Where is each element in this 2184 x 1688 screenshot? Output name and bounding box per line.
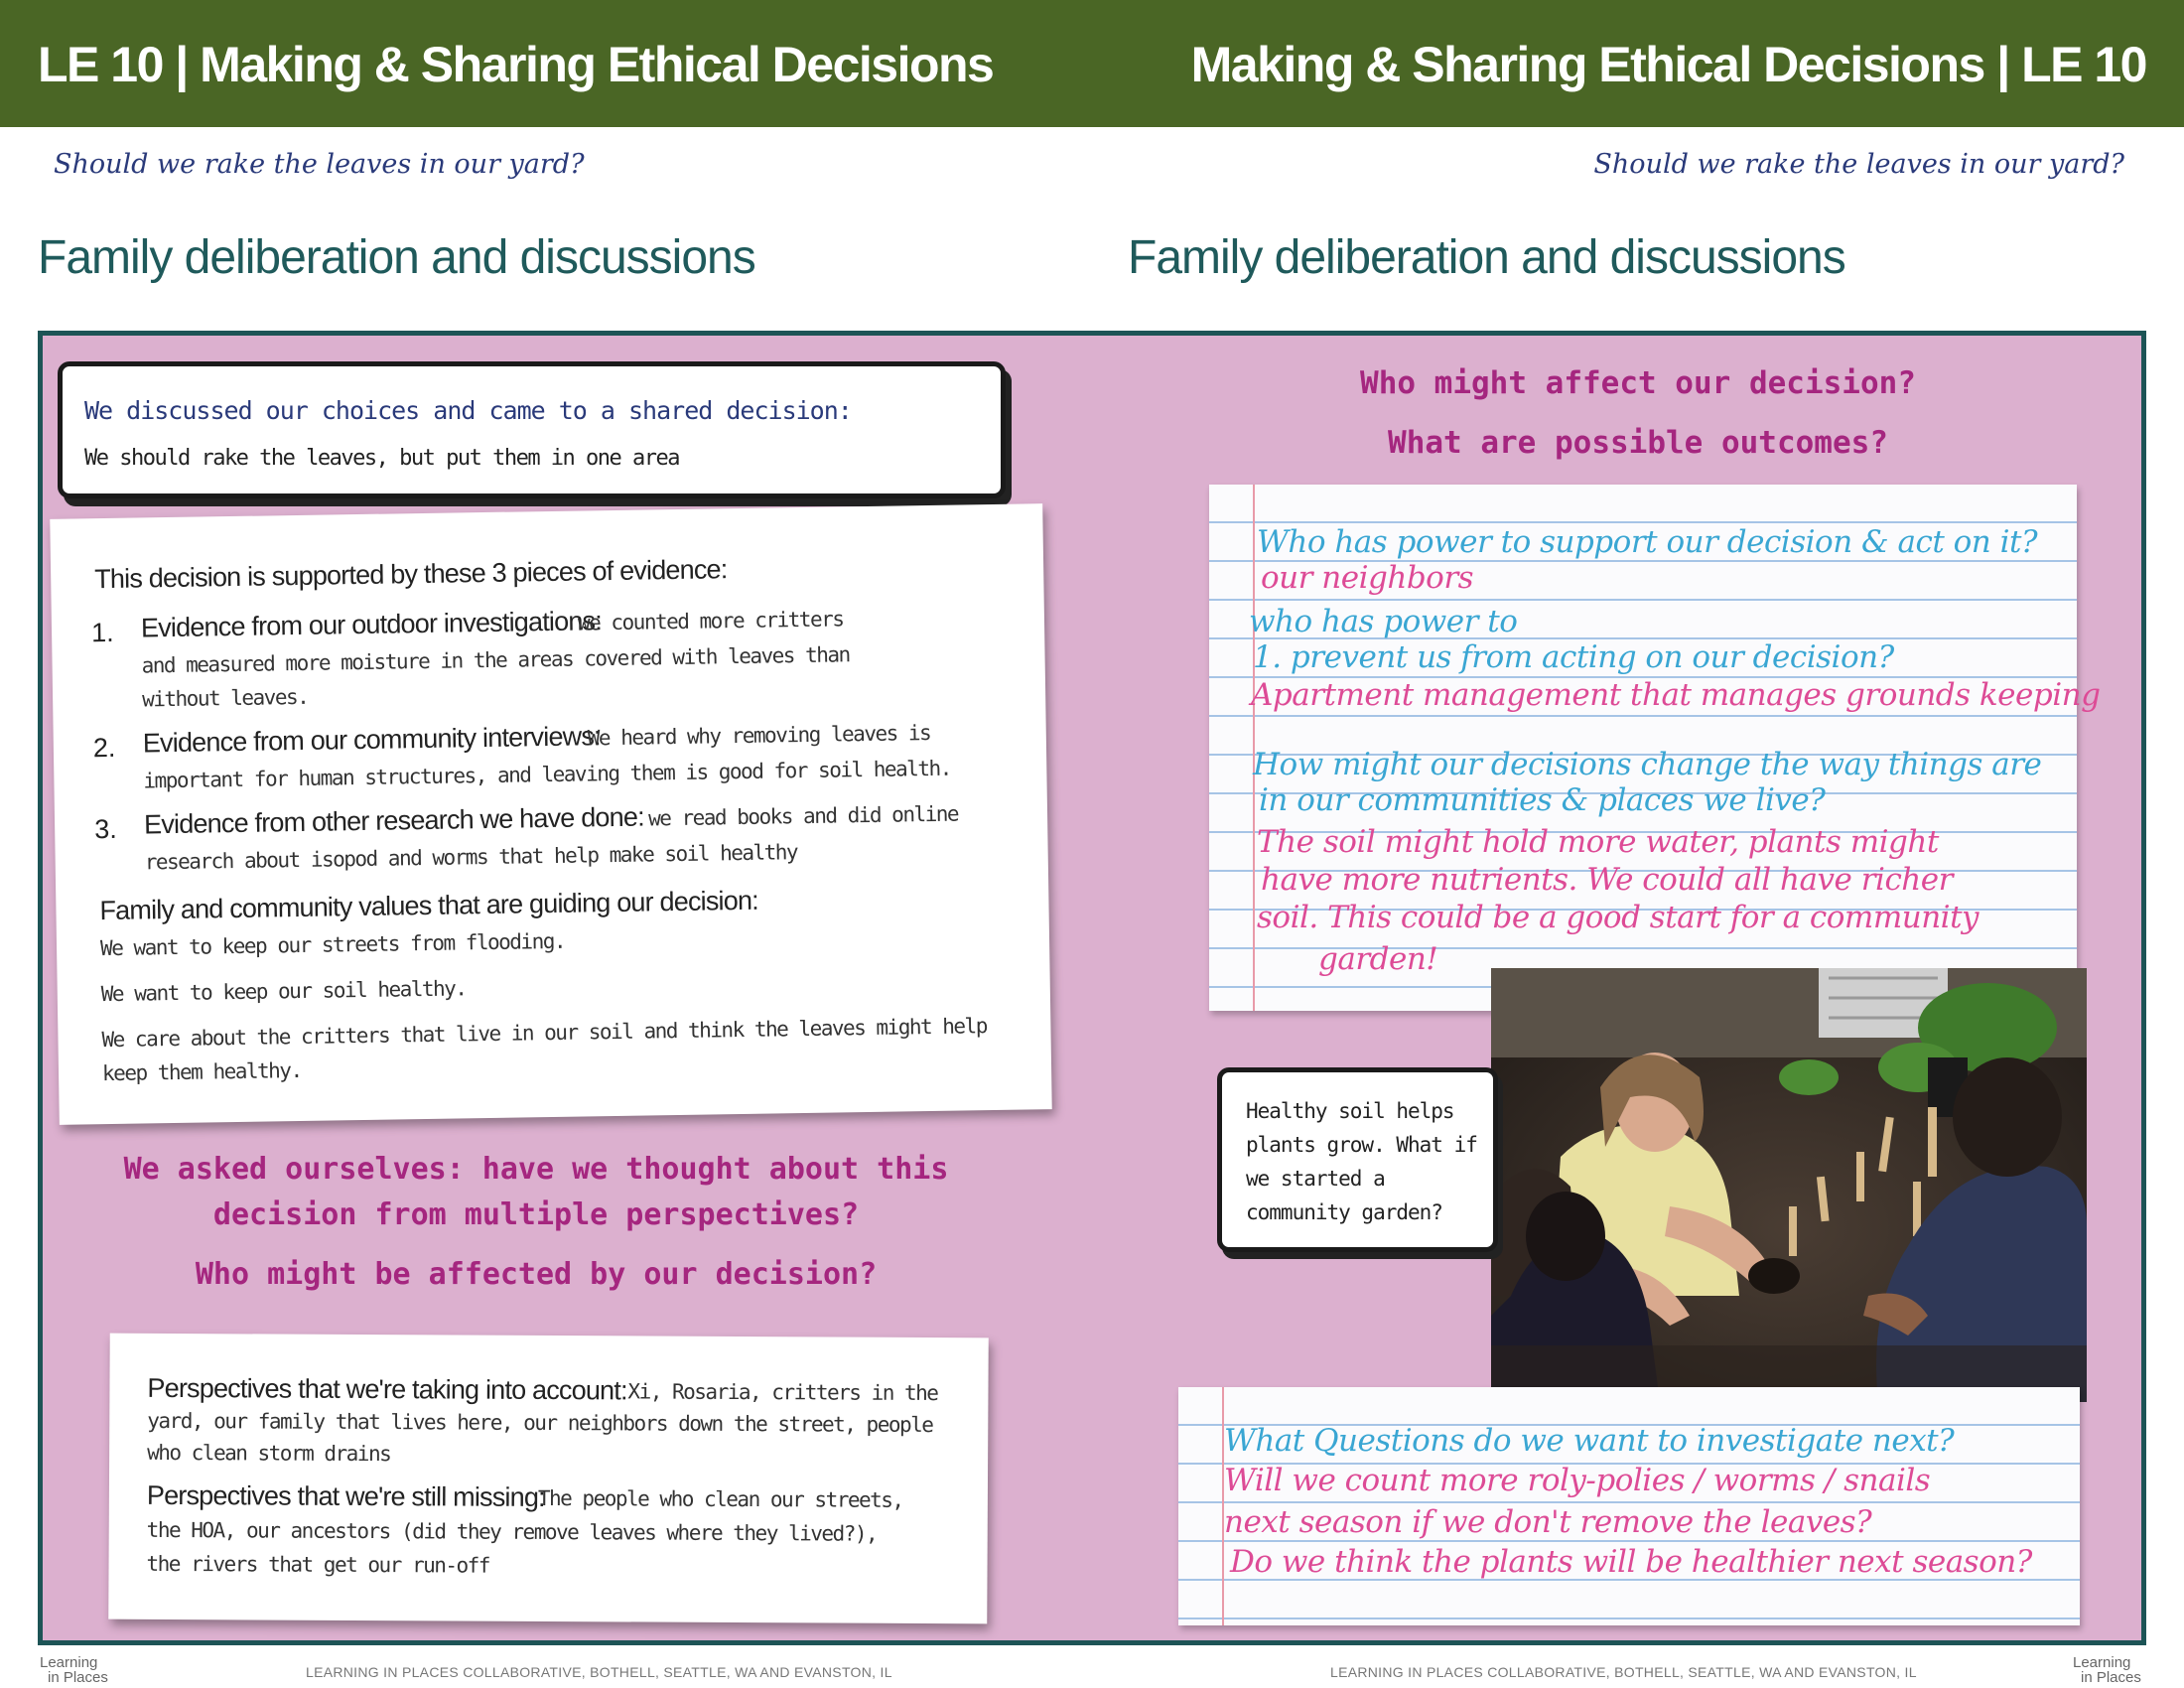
perspectives-text: who clean storm drains (147, 1440, 391, 1467)
left-prompt-line-2: decision from multiple perspectives? (212, 1197, 860, 1232)
note-line: Apartment management that manages grounds keeping (1251, 677, 2101, 713)
note-line: who has power to (1249, 604, 1518, 639)
note-line: Who has power to support our decision & act on it? (1257, 524, 2038, 560)
perspectives-text: The people who clean our streets, (537, 1485, 903, 1512)
value-item: keep them healthy. (101, 1057, 302, 1086)
note-line: garden! (1318, 941, 1438, 977)
perspectives-text: yard, our family that lives here, our neighbors down the street, people (147, 1408, 933, 1438)
logo-line: in Places (2081, 1669, 2141, 1686)
evidence-text: research about isopod and worms that help make soil healthy (144, 840, 798, 875)
value-item: We care about the critters that live in our soil and think the leaves might help (101, 1014, 988, 1053)
note-line: 1. prevent us from acting on our decision? (1253, 639, 1894, 675)
left-prompt-line-3: Who might be affected by our decision? (195, 1257, 878, 1292)
evidence-text: important for human structures, and leaving them is good for soil health. (143, 756, 951, 793)
note-line: in our communities & places we live? (1259, 782, 1826, 818)
learning-in-places-logo-left (40, 1655, 108, 1685)
header-bar (0, 0, 2184, 127)
perspectives-text: the HOA, our ancestors (did they remove leaves where they lived?), (146, 1517, 878, 1546)
note-line: soil. This could be a good start for a community (1257, 900, 1979, 935)
logo-line: Learning (2073, 1654, 2131, 1671)
perspectives-taking-label: Perspectives that we're taking into account: (147, 1372, 627, 1406)
shared-decision-box (58, 361, 1006, 498)
perspectives-missing-label: Perspectives that we're still missing: (146, 1479, 545, 1512)
evidence-text: we read books and did online (647, 801, 959, 831)
question-line: Will we count more roly-polies / worms / snails (1224, 1463, 1931, 1498)
decision-heading: We discussed our choices and came to a shared decision: (84, 396, 852, 425)
header-title-right: Making & Sharing Ethical Decisions | LE 10 (1190, 37, 2146, 92)
perspectives-card (108, 1334, 988, 1624)
question-line: next season if we don't remove the leaves? (1224, 1504, 1872, 1540)
question-line: What Questions do we want to investigate next? (1224, 1423, 1955, 1459)
driving-question-left: Should we rake the leaves in our yard? (54, 149, 585, 180)
evidence-label: Evidence from other research we have done: (143, 801, 644, 840)
evidence-heading: This decision is supported by these 3 pieces of evidence: (93, 554, 728, 595)
right-prompt-line-2: What are possible outcomes? (1388, 425, 1888, 461)
evidence-text: we counted more critters (577, 607, 844, 635)
notebook-notes-paper (1209, 485, 2101, 1011)
soil-note-box (1217, 1067, 1498, 1252)
decision-text: We should rake the leaves, but put them in one area (84, 446, 680, 471)
learning-in-places-logo-right (2073, 1655, 2141, 1685)
values-heading: Family and community values that are guiding our decision: (99, 885, 759, 926)
note-line: have more nutrients. We could all have richer (1261, 862, 1953, 898)
evidence-text: We heard why removing leaves is (587, 720, 931, 751)
right-prompt-line-1: Who might affect our decision? (1360, 365, 1916, 401)
note-line: The soil might hold more water, plants might (1257, 824, 1939, 860)
driving-question-right: Should we rake the leaves in our yard? (1593, 149, 2124, 180)
value-item: We want to keep our soil healthy. (100, 976, 467, 1007)
perspectives-text: Xi, Rosaria, critters in the (627, 1379, 938, 1406)
logo-line: in Places (48, 1669, 108, 1686)
soil-note-text: Healthy soil helps plants grow. What if we started a community garden? (1246, 1099, 1477, 1224)
note-line: How might our decisions change the way things are (1253, 747, 2042, 782)
notebook-questions-paper (1178, 1387, 2080, 1625)
evidence-number: 1. (90, 617, 114, 648)
section-title-right: Family deliberation and discussions (1128, 231, 1845, 284)
logo-line: Learning (40, 1654, 98, 1671)
header-title-left: LE 10 | Making & Sharing Ethical Decisions (38, 37, 994, 92)
evidence-label: Evidence from our outdoor investigations: (140, 606, 603, 643)
section-title-left: Family deliberation and discussions (38, 231, 755, 284)
evidence-label: Evidence from our community interviews: (142, 721, 601, 759)
left-prompt-line-1: We asked ourselves: have we thought about this (123, 1152, 949, 1187)
evidence-number: 2. (92, 732, 116, 764)
footer-credit-left: LEARNING IN PLACES COLLABORATIVE, BOTHELL, SEATTLE, WA AND EVANSTON, IL (306, 1664, 892, 1680)
community-garden-photo (1491, 968, 2087, 1402)
evidence-card (50, 503, 1051, 1125)
evidence-text: without leaves. (141, 684, 309, 712)
evidence-number: 3. (93, 813, 117, 845)
value-item: We want to keep our streets from flooding. (99, 928, 566, 961)
note-line: our neighbors (1261, 560, 1474, 596)
evidence-text: and measured more moisture in the areas covered with leaves than (141, 642, 850, 678)
question-line: Do we think the plants will be healthier next season? (1230, 1544, 2032, 1580)
perspectives-text: the rivers that get our run-off (146, 1551, 490, 1578)
footer-credit-right: LEARNING IN PLACES COLLABORATIVE, BOTHELL, SEATTLE, WA AND EVANSTON, IL (1330, 1664, 1917, 1680)
garden-photo-illustration (1491, 968, 2087, 1402)
